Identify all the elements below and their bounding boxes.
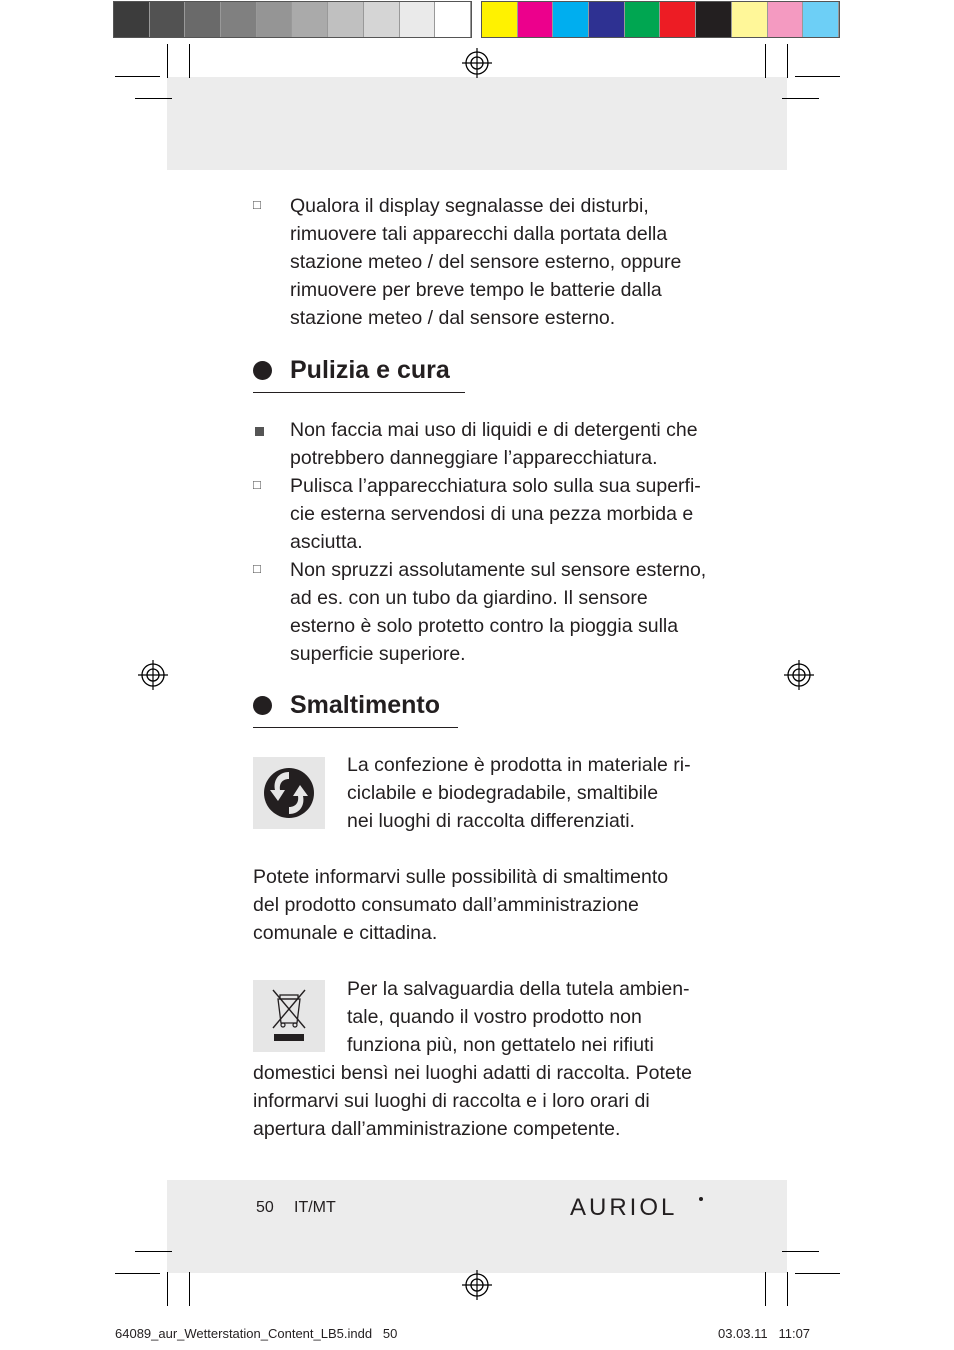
crop-mark <box>189 1272 190 1306</box>
text-line: cie esterna servendosi di una pezza morbida e <box>290 503 694 525</box>
recycle-text <box>347 751 727 835</box>
text-line: Per la salvaguardia della tutela ambien- <box>347 978 690 1000</box>
text-line: Potete informarvi sulle possibilità di smaltimento <box>253 866 669 888</box>
text-line: stazione meteo / del sensore esterno, oppure <box>290 251 682 273</box>
text-line: La confezione è prodotta in materiale ri- <box>347 754 691 776</box>
registration-mark-icon <box>138 660 168 690</box>
registration-mark-icon <box>462 48 492 78</box>
svg-text:AURIOL: AURIOL <box>570 1194 678 1219</box>
slug-date: 03.03.11 11:07 <box>718 1326 811 1341</box>
section-title: Smaltimento <box>290 691 441 719</box>
color-swatch <box>696 2 732 37</box>
text-line: domestici bensì nei luoghi adatti di raccolta. Potete <box>253 1062 693 1084</box>
text-line: funziona più, non gettatelo nei rifiuti <box>347 1034 654 1056</box>
hollow-bullet-icon: □ <box>253 561 261 576</box>
section-title: Pulizia e cura <box>290 356 450 384</box>
green-dot-recycling-icon <box>253 757 325 829</box>
color-swatch <box>660 2 696 37</box>
gray-swatch <box>185 2 221 37</box>
text-line: tale, quando il vostro prodotto non <box>347 1006 642 1028</box>
page-number: 50 <box>256 1199 274 1216</box>
registration-mark-icon <box>784 660 814 690</box>
intro-item-text <box>290 192 730 332</box>
text-line: rimuovere per breve tempo le batterie dalla <box>290 279 662 301</box>
color-swatch-bar <box>481 1 840 38</box>
crop-mark <box>795 76 840 77</box>
hollow-bullet-icon: □ <box>253 197 261 212</box>
section-heading-disposal <box>253 687 458 728</box>
header-band <box>167 77 787 170</box>
gray-swatch-bar <box>113 1 472 38</box>
section-heading-cleaning <box>253 352 465 393</box>
hollow-bullet-icon: □ <box>253 477 261 492</box>
crop-mark <box>787 44 788 78</box>
text-line: stazione meteo / dal sensore esterno. <box>290 307 616 329</box>
language-code: IT/MT <box>294 1199 336 1216</box>
gray-swatch <box>257 2 293 37</box>
text-line: del prodotto consumato dall’amministrazione <box>253 894 639 916</box>
weee-text-short <box>347 975 727 1059</box>
text-line: ad es. con un tubo da giardino. Il sensore <box>290 587 648 609</box>
crop-mark <box>167 44 168 78</box>
gray-swatch <box>435 2 471 37</box>
gray-swatch <box>114 2 150 37</box>
cleaning-item-1 <box>290 416 730 472</box>
color-swatch <box>732 2 768 37</box>
color-swatch <box>768 2 804 37</box>
crop-mark <box>795 1273 840 1274</box>
crop-mark <box>167 1272 168 1306</box>
gray-swatch <box>364 2 400 37</box>
cleaning-item-3 <box>290 556 730 668</box>
color-swatch <box>589 2 625 37</box>
brand-logo <box>570 1193 705 1219</box>
text-line: nei luoghi di raccolta differenziati. <box>347 810 635 832</box>
crop-mark <box>782 1251 819 1252</box>
crop-mark <box>135 98 172 99</box>
registration-mark-icon <box>462 1270 492 1300</box>
crossed-out-bin-icon <box>253 980 325 1052</box>
crop-mark <box>787 1272 788 1306</box>
gray-swatch <box>221 2 257 37</box>
waste-bin-icon <box>253 980 325 1052</box>
color-swatch <box>482 2 518 37</box>
filled-bullet-icon <box>255 427 264 436</box>
gray-swatch <box>400 2 436 37</box>
text-line: Non faccia mai uso di liquidi e di detergenti che <box>290 419 698 441</box>
weee-text-full <box>253 1059 733 1143</box>
gray-swatch <box>328 2 364 37</box>
text-line: esterno è solo protetto contro la pioggia sulla <box>290 615 679 637</box>
crop-mark <box>765 44 766 78</box>
crop-mark <box>765 1272 766 1306</box>
text-line: rimuovere tali apparecchi dalla portata della <box>290 223 668 245</box>
text-line: potrebbero danneggiare l’apparecchiatura. <box>290 447 658 469</box>
crop-mark <box>135 1251 172 1252</box>
text-line: Pulisca l’apparecchiatura solo sulla sua superfi- <box>290 475 701 497</box>
crop-mark <box>189 44 190 78</box>
heading-dot-icon <box>253 696 272 715</box>
crop-mark <box>115 76 160 77</box>
text-line: comunale e cittadina. <box>253 922 438 944</box>
text-line: asciutta. <box>290 531 363 553</box>
disposal-info-text <box>253 863 723 947</box>
crop-mark <box>115 1273 160 1274</box>
crop-mark <box>782 98 819 99</box>
color-swatch <box>625 2 661 37</box>
heading-dot-icon <box>253 361 272 380</box>
color-swatch <box>518 2 554 37</box>
text-line: Non spruzzi assolutamente sul sensore esterno, <box>290 559 707 581</box>
recycle-symbol-icon <box>253 757 325 829</box>
text-line: informarvi sui luoghi di raccolta e i loro orari di <box>253 1090 650 1112</box>
color-swatch <box>553 2 589 37</box>
slug-file: 64089_aur_Wetterstation_Content_LB5.indd 50 <box>115 1326 398 1341</box>
color-swatch <box>803 2 839 37</box>
auriol-logo-icon <box>570 1193 705 1219</box>
text-line: apertura dall’amministrazione competente. <box>253 1118 621 1140</box>
text-line: ciclabile e biodegradabile, smaltibile <box>347 782 659 804</box>
gray-swatch <box>292 2 328 37</box>
cleaning-item-2 <box>290 472 730 556</box>
text-line: superficie superiore. <box>290 643 466 665</box>
text-line: Qualora il display segnalasse dei disturbi, <box>290 195 649 217</box>
gray-swatch <box>150 2 186 37</box>
